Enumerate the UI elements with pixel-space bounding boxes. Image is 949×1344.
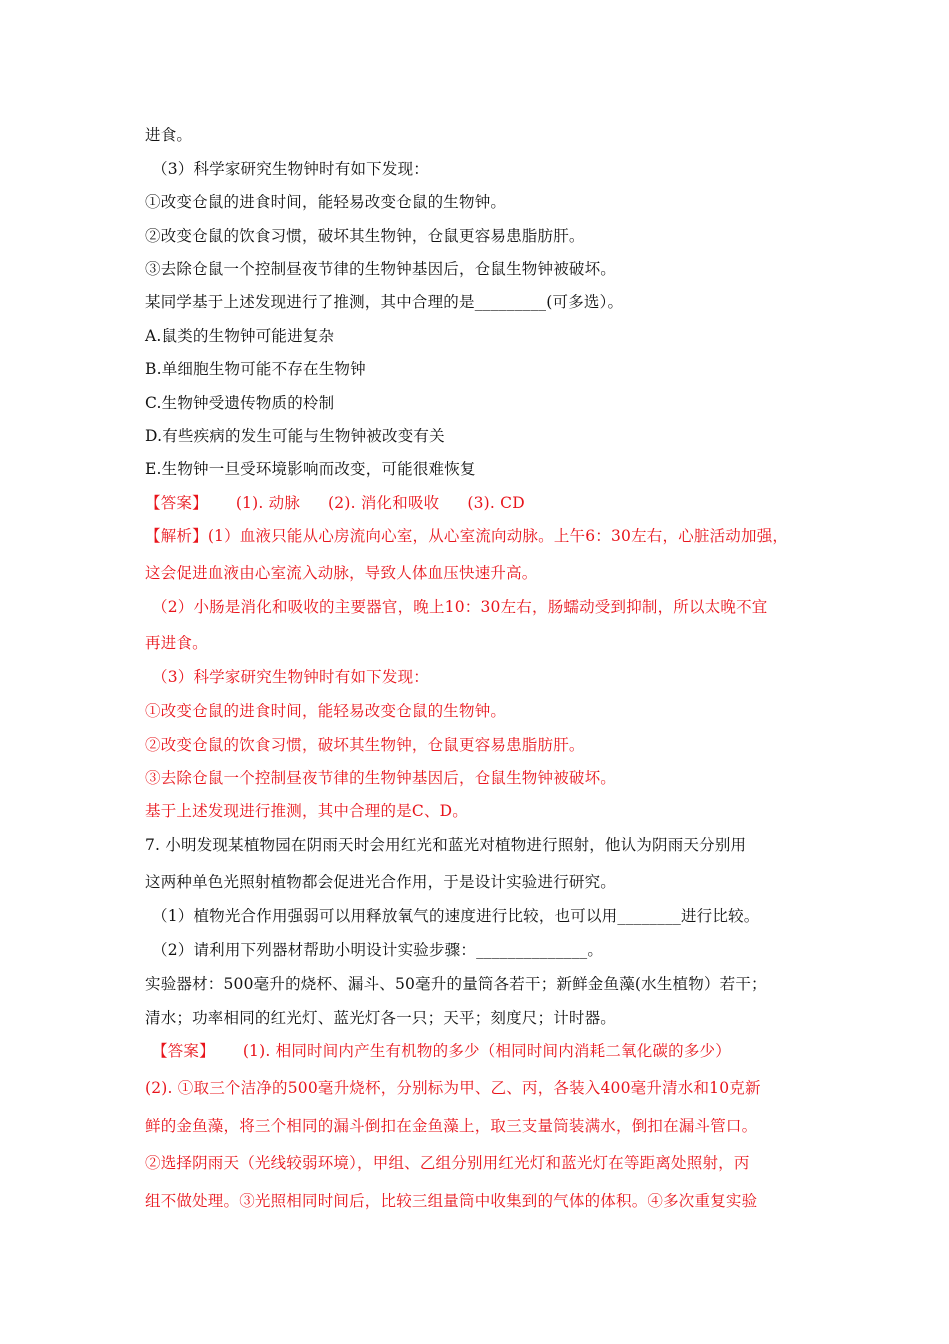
analysis-line: （3）科学家研究生物钟时有如下发现： [152,668,429,686]
question-7-line: 这两种单色光照射植物都会促进光合作用，于是设计实验进行研究。 [145,873,617,891]
question-7-line: 7. 小明发现某植物园在阴雨天时会用红光和蓝光对植物进行照射，他认为阴雨天分别用 [145,836,747,854]
answer-line [152,1040,822,1062]
analysis-line: 基于上述发现进行推测，其中合理的是C、D。 [145,802,468,820]
text-line: （3）科学家研究生物钟时有如下发现： [152,160,429,178]
analysis-text: (1）血液只能从心房流向心室，从心室流向动脉。上午6：30左右，心脏活动加强， [207,527,789,545]
analysis-line: ②改变仓鼠的饮食习惯，破坏其生物钟，仓鼠更容易患脂肪肝。 [145,736,585,754]
option-c: C.生物钟受遗传物质的柃制 [145,394,335,412]
analysis-line: ③去除仓鼠一个控制昼夜节律的生物钟基因后，仓鼠生物钟被破坏。 [145,769,617,787]
analysis-line [145,525,815,547]
answer-line: ②选择阴雨天（光线较弱环境），甲组、乙组分别用红光灯和蓝光灯在等距离处照射，丙 [145,1154,750,1172]
text-line: 进食。 [145,126,193,144]
text-line: ①改变仓鼠的进食时间，能轻易改变仓鼠的生物钟。 [145,193,507,211]
text-line: ③去除仓鼠一个控制昼夜节律的生物钟基因后，仓鼠生物钟被破坏。 [145,260,617,278]
answer-text: (1). 相同时间内产生有机物的多少（相同时间内消耗二氧化碳的多少） [242,1042,731,1060]
answer-tag: 【答案】 [152,1042,215,1060]
answer-line: 鲜的金鱼藻，将三个相同的漏斗倒扣在金鱼藻上，取三支量筒装满水，倒扣在漏斗管口。 [145,1117,758,1135]
answer-tag: 【答案】 [145,494,208,512]
question-7-line: 实验器材：500毫升的烧杯、漏斗、50毫升的量筒各若干；新鲜金鱼藻(水生植物）若干； [145,975,767,993]
analysis-tag: 【解析】 [145,527,208,545]
question-7-line: 清水；功率相同的红光灯、蓝光灯各一只；天平；刻度尺；计时器。 [145,1009,617,1027]
option-a: A.鼠类的生物钟可能进复杂 [145,327,335,345]
option-d: D.有些疾病的发生可能与生物钟被改变有关 [145,427,445,445]
answer-part: (2). 消化和吸收 [328,494,440,512]
analysis-line: （2）小肠是消化和吸收的主要器官，晚上10：30左右，肠蠕动受到抑制，所以太晚不宜 [152,598,768,616]
option-b: B.单细胞生物可能不存在生物钟 [145,360,366,378]
question-7-line: （2）请利用下列器材帮助小明设计实验步骤：______________。 [152,941,604,959]
answer-line: 组不做处理。③光照相同时间后，比较三组量筒中收集到的气体的体积。④多次重复实验 [145,1192,758,1210]
analysis-line: 再进食。 [145,634,208,652]
answer-part: (3). CD [467,494,525,512]
answer-line: (2). ①取三个洁净的500毫升烧杯，分别标为甲、乙、丙，各装入400毫升清水和10克新 [145,1079,761,1097]
answer-line [145,492,815,514]
option-e: E.生物钟一旦受环境影响而改变，可能很难恢复 [145,460,476,478]
analysis-line: ①改变仓鼠的进食时间，能轻易改变仓鼠的生物钟。 [145,702,507,720]
answer-part: (1). 动脉 [235,494,301,512]
text-line: ②改变仓鼠的饮食习惯，破坏其生物钟，仓鼠更容易患脂肪肝。 [145,227,585,245]
question-prompt: 某同学基于上述发现进行了推测，其中合理的是_________(可多选）。 [145,293,624,311]
analysis-line: 这会促进血液由心室流入动脉，导致人体血压快速升高。 [145,564,538,582]
question-7-line: （1）植物光合作用强弱可以用释放氧气的速度进行比较，也可以用________进行比较。 [152,907,760,925]
